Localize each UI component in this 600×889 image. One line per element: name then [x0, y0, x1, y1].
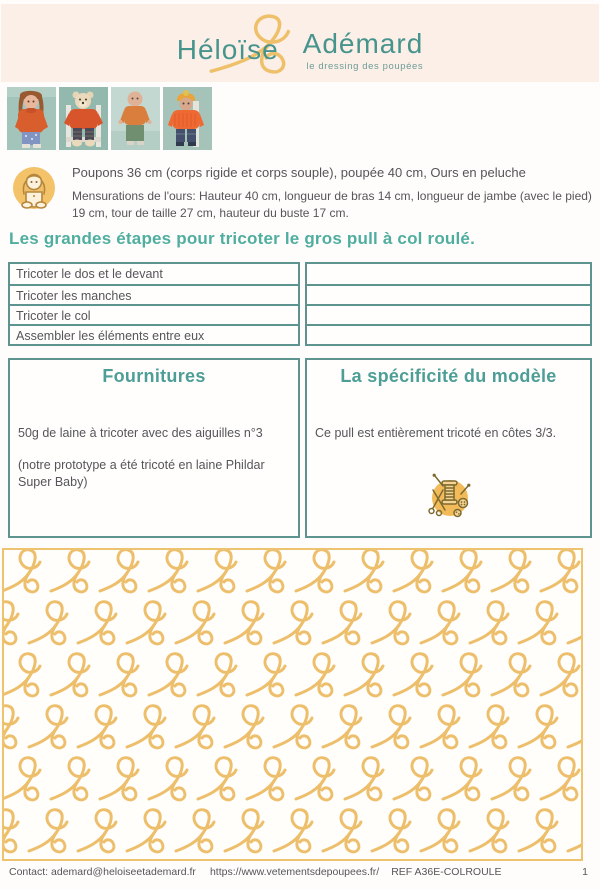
brand-logo [1, 14, 599, 85]
sewing-kit-icon [422, 469, 476, 528]
sizes-line: Poupons 36 cm (corps rigide et corps souple), poupée 40 cm, Ours en peluche [72, 165, 526, 180]
intro-section [10, 162, 592, 223]
photo-strip [7, 87, 212, 150]
intro-text [72, 162, 592, 223]
step-note-3 [307, 304, 590, 324]
photo-doll-orange-hat [163, 87, 212, 150]
footer-contact-email[interactable]: Contact: ademard@heloiseetademard.fr [9, 866, 196, 878]
supplies-title: Fournitures [102, 366, 206, 386]
footer-reference: REF A36E-COLROULE [391, 866, 502, 878]
step-note-4 [307, 324, 590, 344]
supplies-line1: 50g de laine à tricoter avec des aiguilles n°3 [18, 426, 263, 440]
photo-bald-doll [111, 87, 160, 150]
steps-heading: Les grandes étapes pour tricoter le gros pull à col roulé. [9, 229, 475, 248]
step-row-2: Tricoter les manches [10, 284, 298, 304]
supplies-box [8, 358, 300, 538]
brand-tagline: le dressing des poupées [306, 60, 424, 72]
step-row-1: Tricoter le dos et le devant [16, 267, 163, 281]
supplies-body [10, 425, 298, 492]
footer-website-link[interactable]: https://www.vetementsdepoupees.fr/ [209, 866, 380, 878]
brand-name-first: Héloïse [176, 33, 279, 65]
brand-name-second: Adémard [302, 27, 424, 59]
doll-face-icon [10, 162, 58, 223]
specificity-title: La spécificité du modèle [340, 366, 557, 386]
photo-teddy-bear [59, 87, 108, 150]
footer [9, 866, 588, 878]
measurements-line: Mensurations de l'ours: Hauteur 40 cm, longueur de bras 14 cm, longueur de jambe (avec le pied) 19 cm, tour de taille 27 cm, hauteur du buste 17 cm. [72, 189, 592, 221]
step-note-2 [307, 284, 590, 304]
step-row-4: Assembler les éléments entre eux [10, 324, 298, 344]
photo-doll-red-hair [7, 87, 56, 150]
ampersand-pattern-block [2, 548, 583, 861]
supplies-line2: (notre prototype a été tricoté en laine Phildar Super Baby) [18, 457, 265, 489]
brand-name-block [303, 28, 424, 72]
step-row-3: Tricoter le col [10, 304, 298, 324]
steps-table-notes [305, 262, 592, 346]
specificity-body: Ce pull est entièrement tricoté en côtes 3/3. [315, 426, 557, 440]
specificity-box [305, 358, 592, 538]
step-note-1 [307, 264, 590, 284]
ampersand-pattern [4, 550, 581, 859]
steps-table-labels [8, 262, 300, 346]
header-band [1, 4, 599, 82]
page-number: 1 [582, 866, 588, 878]
